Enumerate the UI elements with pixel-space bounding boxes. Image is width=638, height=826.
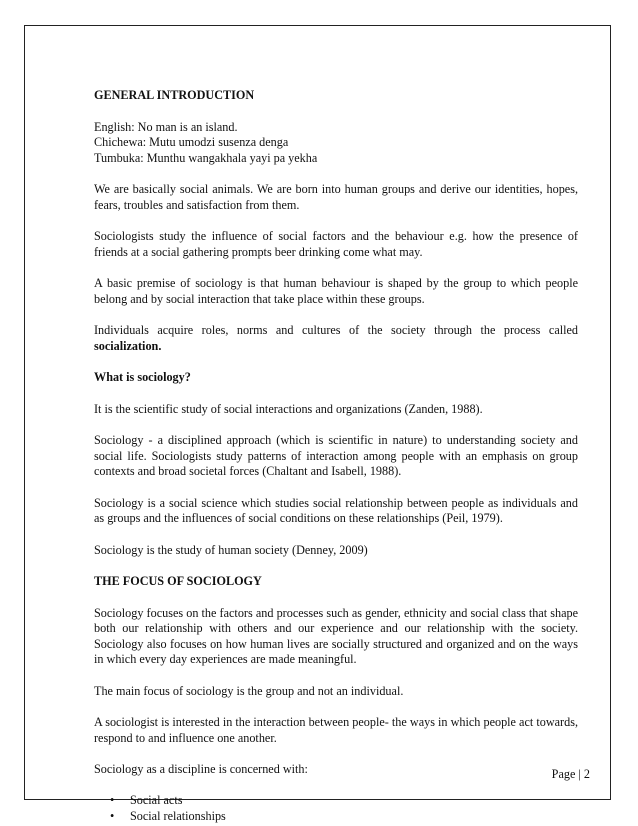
paragraph-sociologist-interested: A sociologist is interested in the interaction between people- the ways in which people act towards, respond to and influence one another. [94, 715, 578, 745]
proverb-tumbuka: Tumbuka: Munthu wangakhala yayi pa yekha [94, 150, 318, 165]
definition-denney: Sociology is the study of human society (Denney, 2009) [94, 542, 368, 557]
proverb-chichewa: Chichewa: Mutu umodzi susenza denga [94, 135, 289, 149]
list-item [110, 792, 578, 808]
list-item-text: Social relationships [130, 808, 226, 823]
bullet-icon: • [110, 792, 115, 807]
subheading-what-is-sociology: What is sociology? [94, 370, 191, 384]
paragraph-sociologists-study: Sociologists study the influence of social factors and the behaviour e.g. how the presence of friends at a social gathering prompts beer drinking come what may. [94, 229, 578, 259]
definition-zanden: It is the scientific study of social interactions and organizations (Zanden, 1988). [94, 401, 483, 416]
paragraph-basic-premise: A basic premise of sociology is that human behaviour is shaped by the group to which people belong and by social interaction that take place within these groups. [94, 276, 578, 306]
bullet-icon: • [110, 808, 115, 823]
section-heading-general-introduction: GENERAL INTRODUCTION [94, 88, 255, 102]
list-item [110, 808, 578, 824]
paragraph-individuals-text: Individuals acquire roles, norms and cultures of the society through the process called [94, 323, 578, 337]
paragraph-concerned-with: Sociology as a discipline is concerned with: [94, 762, 308, 776]
bullet-list [94, 792, 578, 824]
definition-chaltant: Sociology - a disciplined approach (which is scientific in nature) to understanding society and social life. Sociologists study patterns of interaction among people with an emphasis on group contexts and broad societal forces (Chaltant and Isabell, 1988). [94, 433, 578, 478]
proverb-english: English: No man is an island. [94, 119, 238, 134]
paragraph-focus: Sociology focuses on the factors and processes such as gender, ethnicity and social class that shape both our relationship with others and our experience and our relationship with the society. Sociology also focuses on how human lives are socially structured and organized and on the ways in which every day experiences are made meaningful. [94, 605, 578, 666]
list-item-text: Social acts [130, 792, 183, 807]
page-content [94, 88, 578, 824]
socialization-term: socialization. [94, 338, 162, 353]
definition-peil: Sociology is a social science which studies social relationship between people as individuals and as groups and the influences of social conditions on these relationships (Peil, 1979). [94, 495, 578, 525]
paragraph-social-animals: We are basically social animals. We are born into human groups and derive our identities, hopes, fears, troubles and satisfaction from them. [94, 182, 578, 212]
page-number: Page | 2 [551, 767, 590, 781]
proverbs-block [94, 120, 578, 167]
section-heading-focus: THE FOCUS OF SOCIOLOGY [94, 574, 262, 588]
paragraph-main-focus: The main focus of sociology is the group and not an individual. [94, 683, 404, 698]
paragraph-individuals [94, 323, 578, 354]
